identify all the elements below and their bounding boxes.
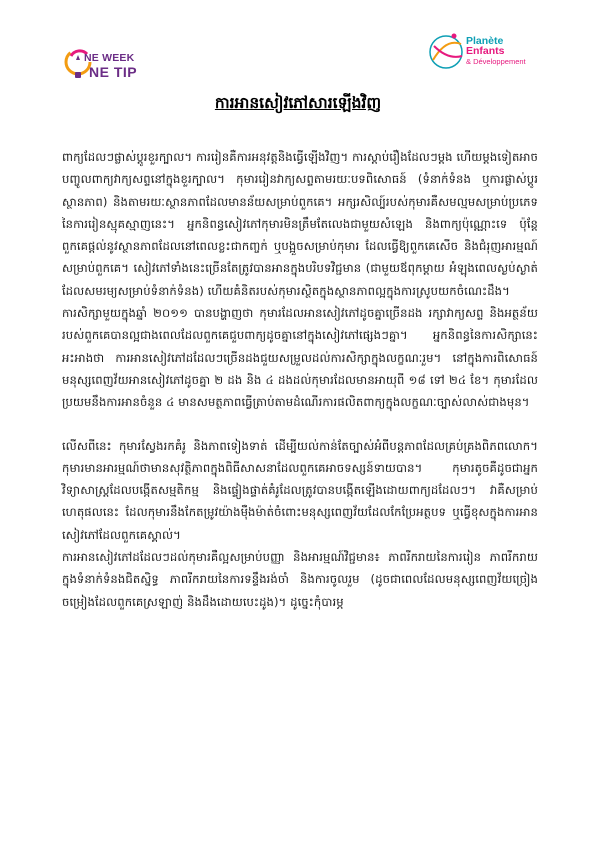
paragraph-2: ការសិក្សាមួយក្នុងឆ្នាំ ២០១១ បានបង្ហាញថា កុមារដែលអានសៀវភៅដូចគ្នាច្រើនដង រក្សាវាក្យសព្ទ និងអត្ថន័យរបស់ពួកគេបានល្អជាងពេលដែលពួកគេជួបពាក្យដូចគ្នានៅក្នុងសៀវភៅផ្សេងៗគ្នា។ អ្នកនិពន្ធនៃការសិក្សានេះអះអាងថា ការអានសៀវភៅដដែលៗច្រើនដងជួយសម្រួលដល់ការសិក្សាក្នុងលក្ខណៈរួម។ នៅក្នុងការពិសោធន៍ មនុស្សពេញវ័យអានសៀវភៅដូចគ្នា ២ ដង និង ៤ ដងដល់កុមារដែលមានអាយុពី ១៨ ទៅ ២៤ ខែ។ កុមារដែលប្រយមនឹងការអានចំនួន ៤ មានសមត្ថភាពធ្វើត្រាប់តាមដំណើរការផលិតពាក្យក្នុងលក្ខណៈច្បាស់លាស់ជាងមុន។ — [62, 306, 538, 410]
document-body — [62, 146, 538, 613]
planet-logo-icon — [428, 30, 468, 70]
logo-text-planete: Planète — [466, 35, 504, 47]
paragraph-4: ការអានសៀវភៅដដែលៗដល់កុមារគឺល្អសម្រាប់បញ្ញា និងអារម្មណ៍វិជ្ជមាន៖ ភាពរីករាយនៃការរៀន ភាពរីករាយក្នុងទំនាក់ទំនងជិតស្និទ្ធ ភាពរីករាយនៃការទន្ទឹងរង់ចាំ និងការចូលរួម (ដូចជាពេលដែលមនុស្សពេញវ័យច្រៀងចម្រៀងដែលពួកគេស្រឡាញ់ និងដឹងដោយបេះដូង)។ ដូច្នេះកុំបារម្ភ — [62, 550, 538, 609]
planete-enfants-logo — [428, 30, 538, 88]
paragraph-3: លើសពីនេះ កុមារស្វែងរកគំរូ និងភាពទៀងទាត់ ដើម្បីយល់កាន់តែច្បាស់អំពីបន្តភាពដែលគ្រប់គ្រងពិភពលោក។ កុមារមានអារម្មណ៍ថាមានសុវត្ថិភាពក្នុងពិធីសាសនាដែលពួកគេអាចទស្សន៍ទាយបាន។ កុមារតូចគឺដូចជាអ្នកវិទ្យាសាស្ត្រដែលបង្កើតសម្មតិកម្ម និងផ្ទៀងផ្ទាត់គំរូដែលត្រូវបានបង្កើតឡើងដោយពាក្យដដែលៗ។ វាគឺសម្រាប់ហេតុផលនេះ ដែលកុមារនឹងកែតម្រូវយ៉ាងម៉ឺងម៉ាត់ចំពោះមនុស្សពេញវ័យដែលកែប្រែអត្ថបទ ឬធ្វើខុសក្នុងការអានសៀវភៅដែលពួកគេស្គាល់។ — [62, 438, 538, 542]
logo-text-developpement: & Développement — [466, 57, 526, 66]
logo-text-line1: NE WEEK — [84, 52, 135, 64]
document-title: ការអានសៀវភៅសារឡើងវិញ — [214, 94, 382, 112]
one-week-one-tip-logo — [62, 42, 182, 86]
paragraph-1: ពាក្យដែលៗផ្លាស់ប្ដូរខួរក្បាល។ ការរៀនគឺការអនុវត្តនិងធ្វើឡើងវិញ។ ការស្ដាប់រឿងដែលៗម្ដង ហើយម្ដងទៀតអាចបញ្ចូលពាក្យវាក្យសព្ទនៅក្នុងខួរក្បាល។ កុមាររៀនវាក្យសព្ទតាមរយៈបទពិសោធន៍ (ទំនាក់ទំនង ឬការផ្លាស់ប្ដូរស្ថានភាព) និងតាមរយៈស្ថានភាពដែលមានន័យសម្រាប់ពួកគេ។ អក្សរសិល្ប៍របស់កុមារគឺសមល្មមសម្រាប់ប្រភេទនៃការរៀនស្មុគស្មាញនេះ។ អ្នកនិពន្ធសៀវភៅកុមារមិនត្រឹមតែលេងជាមួយសំឡេង និងពាក្យប៉ុណ្ណោះទេ ប៉ុន្តែពួកគេផ្ដល់នូវស្ថានភាពដែលនៅពេលខ្លះជាកញ្ចក់ ឬបង្អួចសម្រាប់កុមារ ដែលធ្វើឱ្យពួកគេសើច និងជំរុញអារម្មណ៍សម្រាប់ពួកគេ។ សៀវភៅទាំងនេះច្រើនតែត្រូវបានអានក្នុងបរិបទវិជ្ជមាន (ជាមួយឪពុកម្ដាយ អំឡុងពេលស្ងប់ស្ងាត់ដែលសមរម្យសម្រាប់ទំនាក់ទំនង) ហើយគំនិតរបស់កុមារស្ថិតក្នុងស្ថានភាពល្អក្នុងការស្រូបយកចំណេះដឹង។ — [62, 150, 538, 298]
logo-text-line2: NE TIP — [89, 64, 138, 80]
logo-text-enfants: Enfants — [466, 45, 505, 57]
